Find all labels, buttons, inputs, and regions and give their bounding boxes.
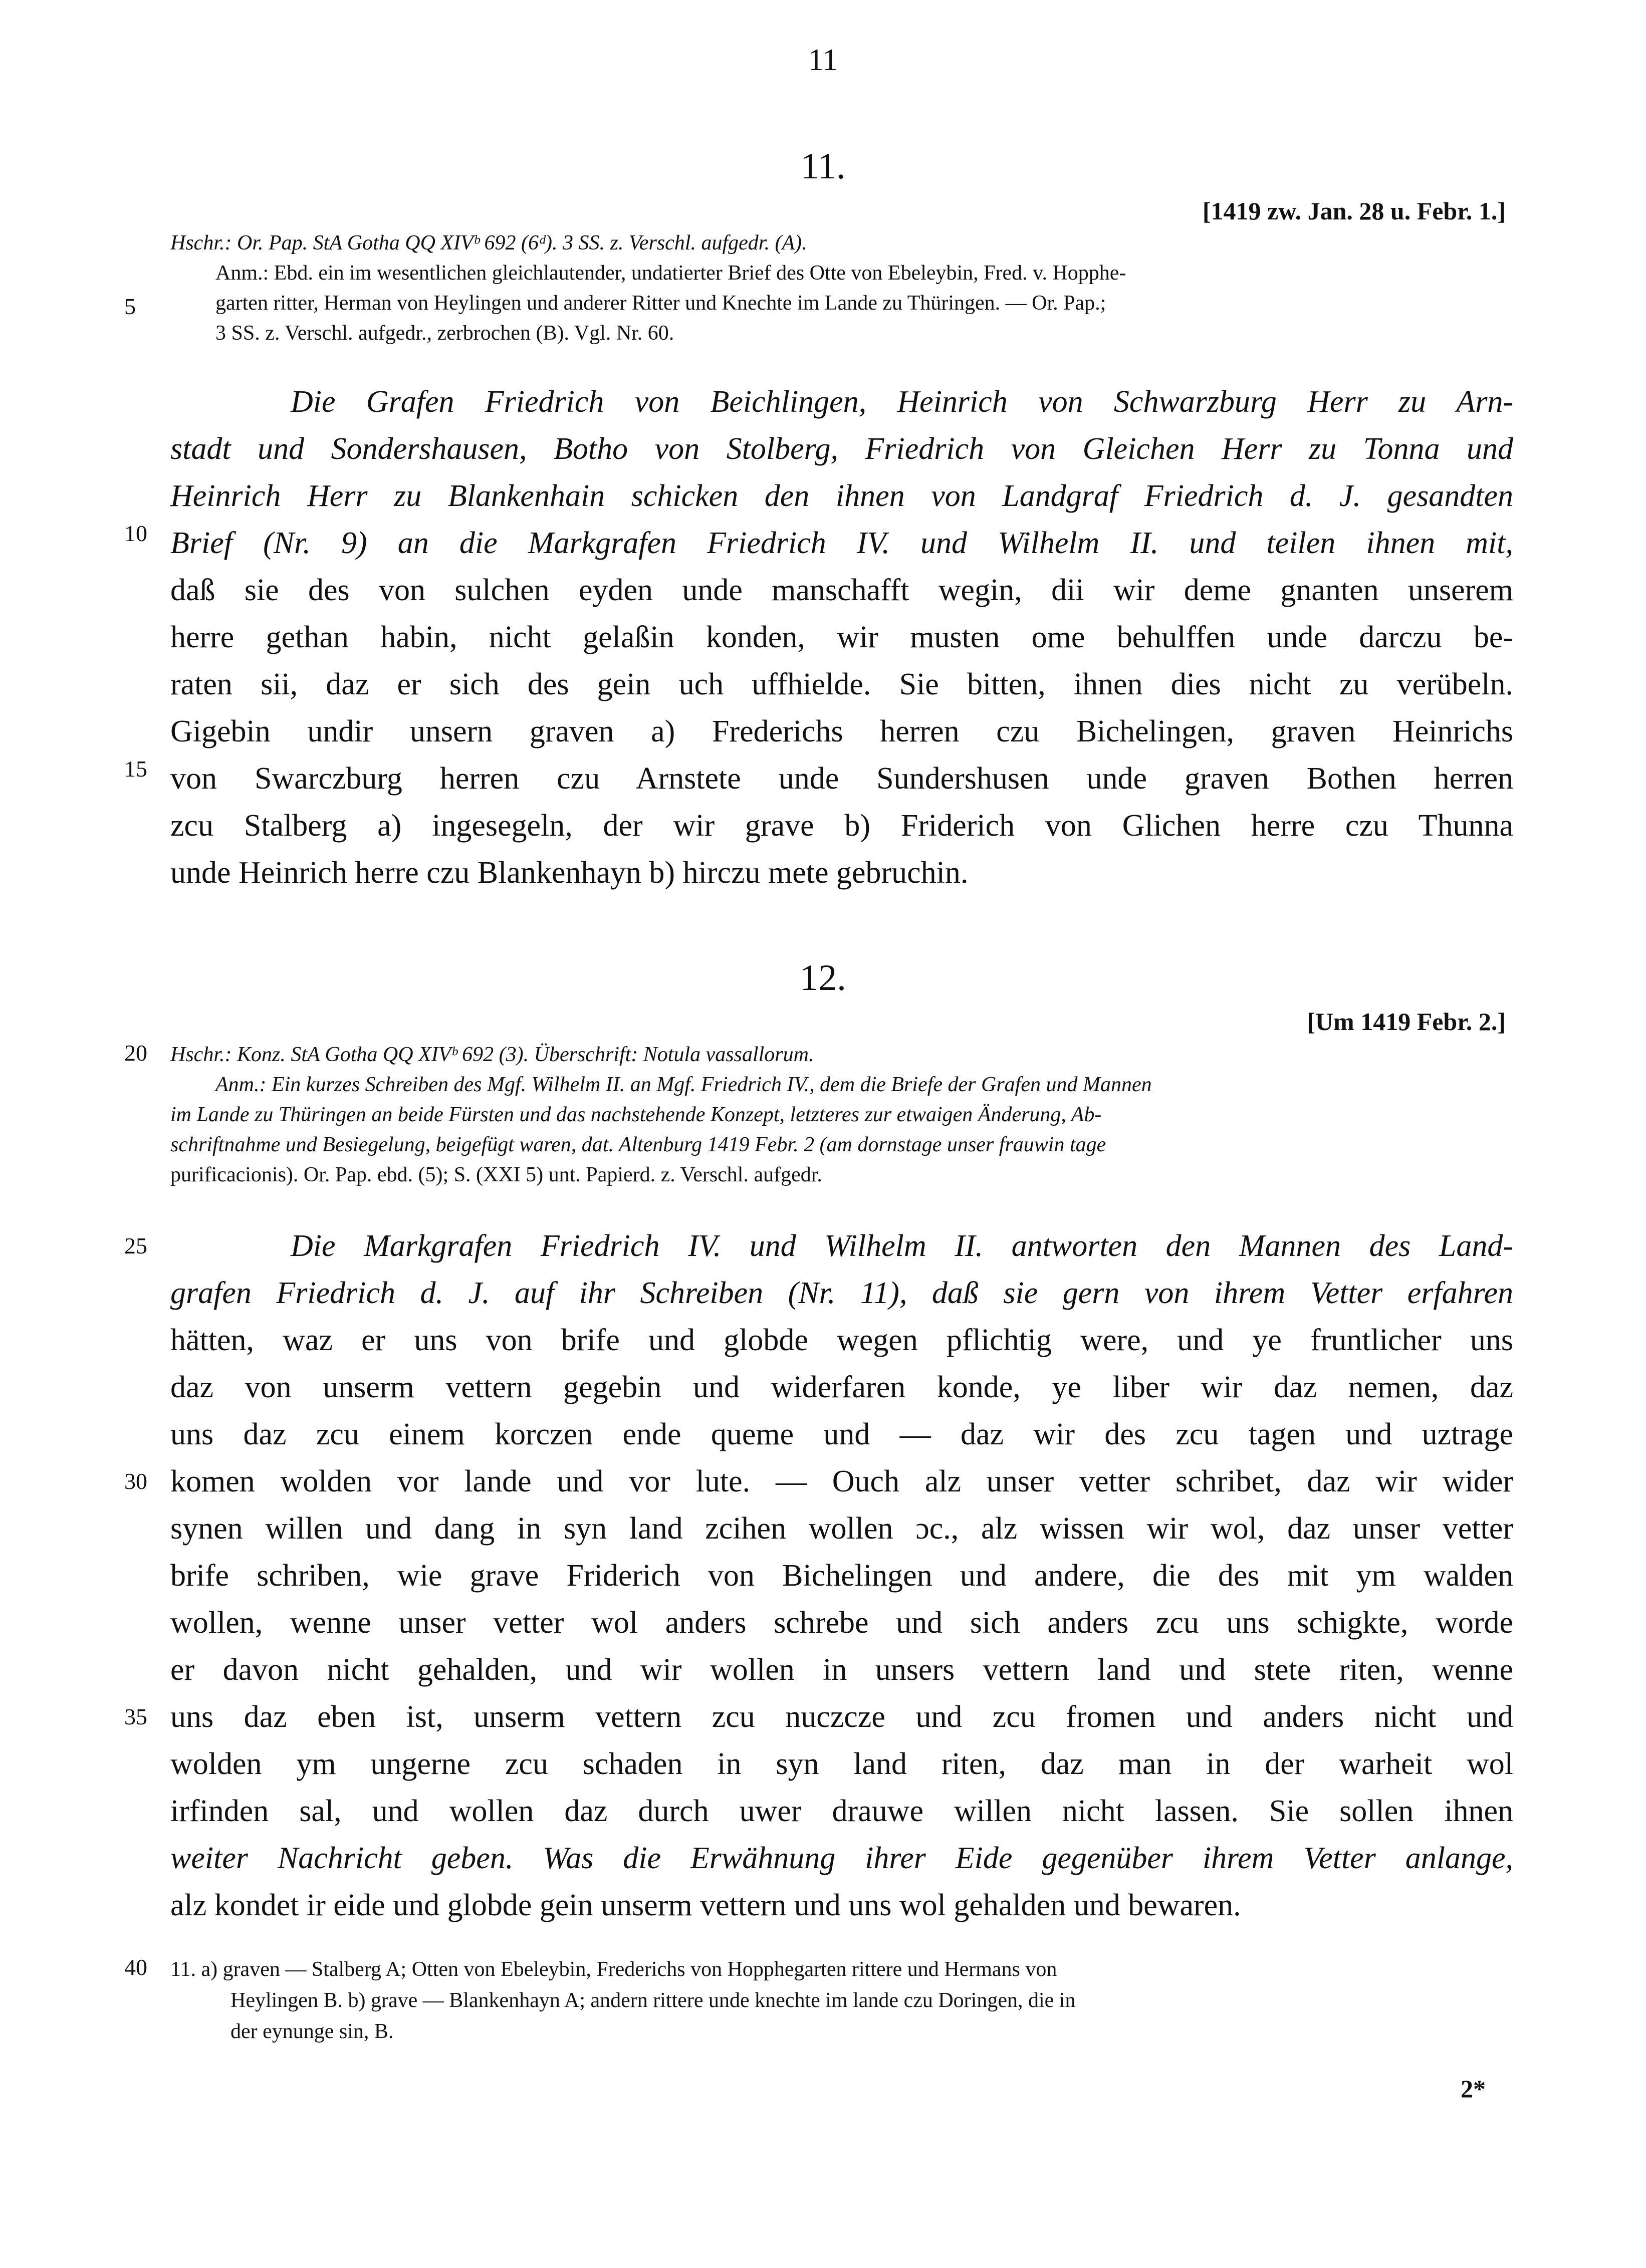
- text-line: zcu Stalberg a) ingesegeln, der wir grave b) Friderich von Glichen herre czu Thunna: [170, 809, 1513, 843]
- signature-mark: 2*: [1461, 2075, 1486, 2103]
- doc-12-text: [170, 1222, 1513, 1929]
- apparatus-line: purificacionis). Or. Pap. ebd. (5); S. (XXI 5) unt. Papierd. z. Verschl. aufgedr.: [170, 1163, 822, 1186]
- text-line: uns daz eben ist, unserm vettern zcu nuczcze und zcu fromen und anders nicht und: [170, 1700, 1513, 1734]
- text-line: brife schriben, wie grave Friderich von Bichelingen und andere, die des mit ym walden: [170, 1559, 1513, 1593]
- doc-12-number: 12.: [800, 957, 846, 998]
- text-line: alz kondet ir eide und globde gein unserm vettern und uns wol gehalden und bewaren.: [170, 1888, 1241, 1922]
- text-line: daß sie des von sulchen eyden unde manschafft wegin, dii wir deme gnanten unserem: [170, 573, 1513, 607]
- footnote-line: Heylingen B. b) grave — Blankenhayn A; andern rittere unde knechte im lande czu Doringen, die in: [230, 1989, 1076, 2012]
- doc-11-date: [1419 zw. Jan. 28 u. Febr. 1.]: [1202, 197, 1506, 225]
- text-line: wollen, wenne unser vetter wol anders schrebe und sich anders zcu uns schigkte, worde: [170, 1606, 1513, 1640]
- line-number: 10: [124, 521, 147, 546]
- footnotes: [170, 1954, 1513, 2047]
- apparatus-line: Hschr.: Konz. StA Gotha QQ XIVᵇ 692 (3). Überschrift: Notula vassallorum.: [170, 1043, 814, 1066]
- text-line: herre gethan habin, nicht gelaßin konden, wir musten ome behulffen unde darczu be-: [170, 620, 1513, 654]
- doc-11-number: 11.: [800, 146, 846, 187]
- text-line: Die Grafen Friedrich von Beichlingen, Heinrich von Schwarzburg Herr zu Arn-: [291, 385, 1513, 419]
- footnote-line: der eynunge sin, B.: [230, 2020, 394, 2043]
- footnote-line: 11. a) graven — Stalberg A; Otten von Ebeleybin, Frederichs von Hopphegarten rittere und Hermans von: [170, 1958, 1057, 1981]
- text-line: er davon nicht gehalden, und wir wollen in unsers vettern land und stete riten, wenne: [170, 1653, 1513, 1687]
- page-number: 11: [808, 43, 838, 77]
- text-line: Brief (Nr. 9) an die Markgrafen Friedrich IV. und Wilhelm II. und teilen ihnen mit,: [170, 526, 1513, 560]
- line-number: 5: [124, 294, 136, 319]
- text-line: wolden ym ungerne zcu schaden in syn land riten, daz man in der warheit wol: [170, 1747, 1513, 1781]
- line-number: 15: [124, 756, 147, 782]
- apparatus-line: Anm.: Ebd. ein im wesentlichen gleichlautender, undatierter Brief des Otte von Ebeleybin, Fred. v. Hopphe-: [215, 262, 1126, 285]
- text-line: Gigebin undir unsern graven a) Frederichs herren czu Bichelingen, graven Heinrichs: [170, 714, 1513, 748]
- apparatus-line: Hschr.: Or. Pap. StA Gotha QQ XIVᵇ 692 (6ᵈ). 3 SS. z. Verschl. aufgedr. (A).: [170, 231, 807, 255]
- text-line: unde Heinrich herre czu Blankenhayn b) hirczu mete gebruchin.: [170, 856, 969, 890]
- doc-11-apparatus: [170, 228, 1513, 348]
- text-line: irfinden sal, und wollen daz durch uwer drauwe willen nicht lassen. Sie sollen ihnen: [170, 1794, 1513, 1828]
- line-number: 20: [124, 1040, 147, 1066]
- line-number: 30: [124, 1468, 147, 1494]
- text-line: raten sii, daz er sich des gein uch uffhielde. Sie bitten, ihnen dies nicht zu verübeln.: [170, 667, 1513, 701]
- text-line: Die Markgrafen Friedrich IV. und Wilhelm II. antworten den Mannen des Land-: [291, 1229, 1513, 1263]
- text-line: komen wolden vor lande und vor lute. — Ouch alz unser vetter schribet, daz wir wider: [170, 1464, 1513, 1498]
- text-line: weiter Nachricht geben. Was die Erwähnung ihrer Eide gegenüber ihrem Vetter anlange,: [170, 1841, 1513, 1875]
- apparatus-line: 3 SS. z. Verschl. aufgedr., zerbrochen (B). Vgl. Nr. 60.: [215, 322, 674, 345]
- text-line: daz von unserm vettern gegebin und widerfaren konde, ye liber wir daz nemen, daz: [170, 1370, 1513, 1404]
- line-number: 35: [124, 1704, 147, 1729]
- text-line: synen willen und dang in syn land zcihen wollen ɔc., alz wissen wir wol, daz unser vetter: [170, 1511, 1513, 1546]
- apparatus-line: schriftnahme und Besiegelung, beigefügt waren, dat. Altenburg 1419 Febr. 2 (am dornstage unser frauwin tage: [170, 1133, 1106, 1156]
- text-line: Heinrich Herr zu Blankenhain schicken den ihnen von Landgraf Friedrich d. J. gesandten: [170, 479, 1513, 513]
- text-line: hätten, waz er uns von brife und globde wegen pflichtig were, und ye fruntlicher uns: [170, 1323, 1513, 1357]
- line-number: 25: [124, 1233, 147, 1258]
- text-line: stadt und Sondershausen, Botho von Stolberg, Friedrich von Gleichen Herr zu Tonna und: [170, 432, 1513, 466]
- apparatus-line: garten ritter, Herman von Heylingen und anderer Ritter und Knechte im Lande zu Thüringen. — Or. Pap.;: [215, 292, 1106, 315]
- apparatus-line: im Lande zu Thüringen an beide Fürsten und das nachstehende Konzept, letzteres zur etwaigen Änderung, Ab-: [170, 1103, 1102, 1126]
- text-line: von Swarczburg herren czu Arnstete unde Sundershusen unde graven Bothen herren: [170, 762, 1513, 796]
- doc-12-date: [Um 1419 Febr. 2.]: [1307, 1007, 1506, 1036]
- text-line: uns daz zcu einem korczen ende queme und — daz wir des zcu tagen und uztrage: [170, 1417, 1513, 1451]
- apparatus-line: Anm.: Ein kurzes Schreiben des Mgf. Wilhelm II. an Mgf. Friedrich IV., dem die Briefe der Grafen und Mannen: [215, 1073, 1152, 1096]
- text-line: grafen Friedrich d. J. auf ihr Schreiben (Nr. 11), daß sie gern von ihrem Vetter erfahren: [170, 1276, 1513, 1310]
- doc-12-apparatus: [170, 1040, 1513, 1190]
- doc-11-text: [170, 378, 1513, 896]
- line-number: 40: [124, 1954, 147, 1980]
